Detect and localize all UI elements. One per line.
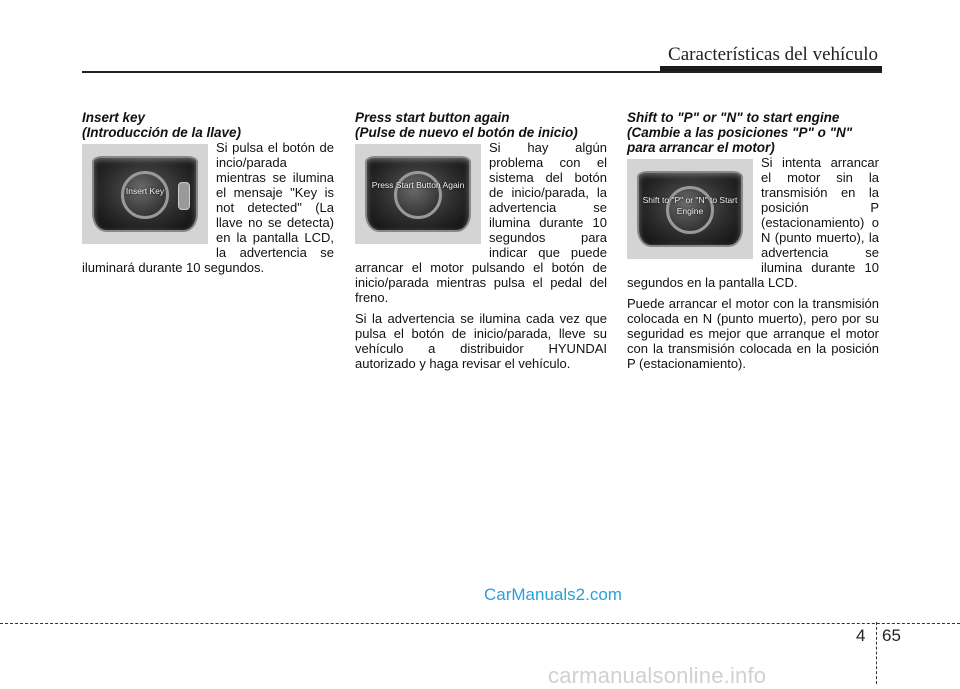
section-heading-en: Press start button again [355,110,510,125]
lcd-screen [637,171,743,247]
bottom-watermark: carmanualsonline.info [548,663,767,688]
lcd-illustration [82,144,208,244]
section-shift-p-or-n [627,110,879,377]
section-press-start-again [355,110,607,377]
start-button-icon [394,171,442,219]
page-number: 65 [882,626,901,645]
section-insert-key [82,110,334,281]
footer-rule [0,623,960,624]
page-section-title: Características del vehículo [668,44,878,65]
section-heading-es: (Introducción de la llave) [82,125,242,140]
lcd-message: Press Start Button Again [371,180,465,190]
section-paragraph: Si la advertencia se ilumina cada vez que pulsa el botón de inicio/parada, lleve su vehículo a distribuidor HYUNDAI autorizado y haga revisar el vehículo. [355,311,607,371]
chapter-number: 4 [856,626,866,645]
lcd-illustration [627,159,753,259]
section-paragraph: Si pulsa el botón de incio/parada mientras se ilumina el mensaje "Key is not detected" (La llave no se detecta) en la pantalla LCD, la advertencia se iluminará durante 10 segundos. [82,140,334,275]
section-paragraph: Si intenta arrancar el motor sin la transmisión en la posición P (estacionamiento) o N (punto muerto), la advertencia se ilumina durante 10 segundos en la pantalla LCD. [627,155,879,290]
watermark-link[interactable]: CarManuals2.com [484,585,622,604]
lcd-screen [365,156,471,232]
footer-divider [876,622,877,684]
lcd-illustration [355,144,481,244]
section-heading-es: (Pulse de nuevo el botón de inicio) [355,125,578,140]
header-rule [82,71,882,73]
lcd-screen [92,156,198,232]
lcd-message: Insert Key [125,186,165,196]
section-paragraph: Puede arrancar el motor con la transmisión colocada en N (punto muerto), pero por su seguridad es mejor que arranque el motor con la transmisión colocada en la posición P (estacionamiento). [627,296,879,371]
section-heading-en: Shift to "P" or "N" to start engine [627,110,840,125]
lcd-message: Shift to "P" or "N" to Start Engine [642,195,738,216]
section-heading-en: Insert key [82,110,146,125]
section-heading-es: (Cambie a las posiciones "P" o "N" para arrancar el motor) [627,125,853,155]
section-paragraph: Si hay algún problema con el sistema del botón de inicio/parada, la advertencia se ilumina durante 10 segundos para indicar que puede arrancar el motor pulsando el botón de inicio/parada mientras pulsa el pedal del freno. [355,140,607,305]
